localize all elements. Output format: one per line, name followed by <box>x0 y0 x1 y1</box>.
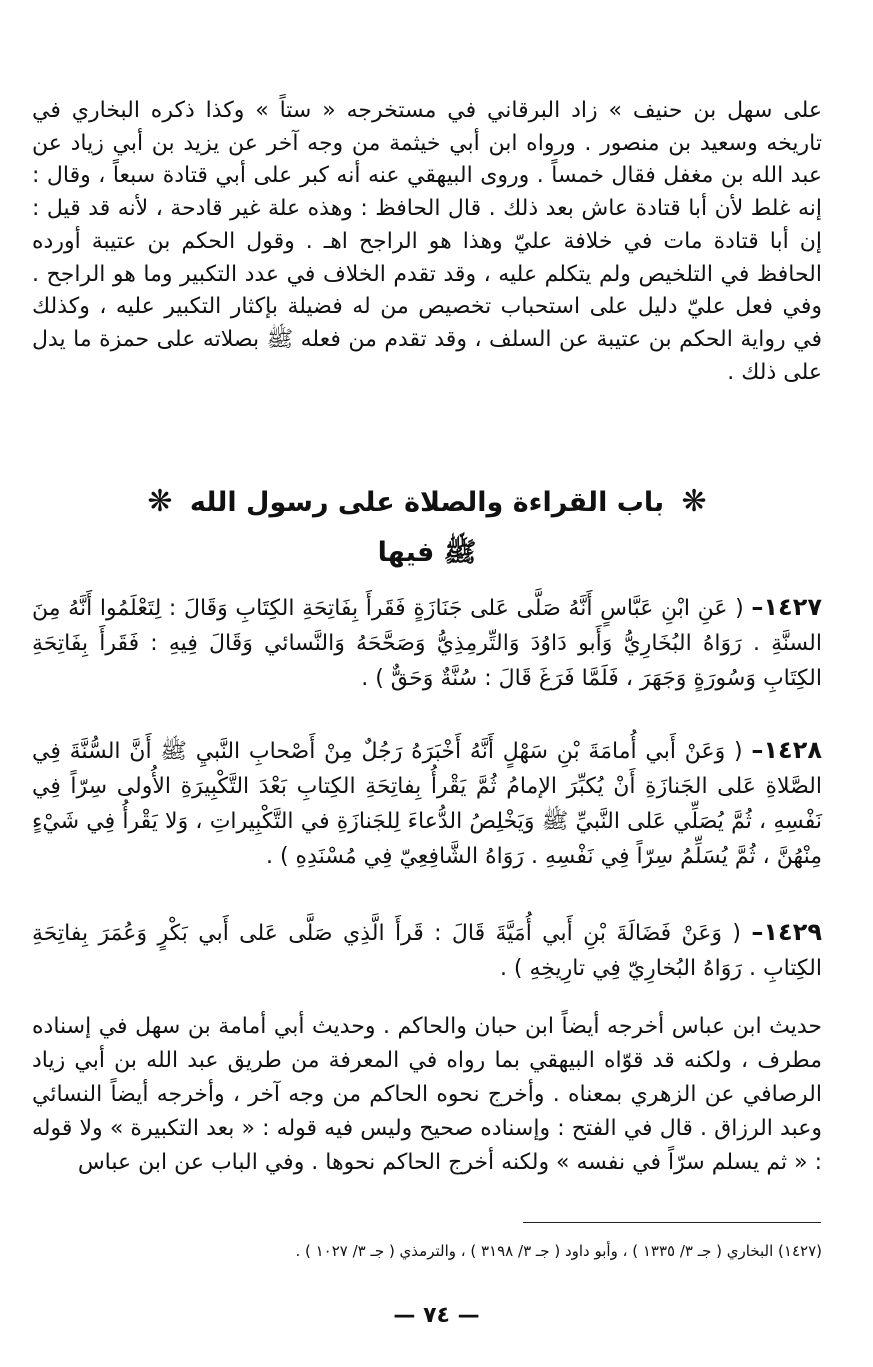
commentary-top-text: على سهل بن حنيف » زاد البرقاني في مستخرجه « ستاً » وكذا ذكره البخاري في تاريخه وسعيد بن منصور . ورواه ابن أبي خيثمة من وجه آخر عن يزيد بن أبي زياد عن عبد الله بن مغفل فقال خمساً . وروى البيهقي عنه أنه كبر على أبي قتادة سبعاً ، وقال : إنه غلط لأن أبا قتادة عاش بعد ذلك . قال الحافظ : وهذه علة غير قادحة ، لأنه قد قيل : إن أبا قتادة مات في خلافة عليّ وهذا هو الراجح اهـ . وقول الحكم بن عتيبة أورده الحافظ في التلخيص ولم يتكلم عليه ، وقد تقدم الخلاف في عدد التكبير وما هو الراجح . وفي فعل عليّ دليل على استحباب تخصيص من له فضيلة بإكثار التكبير عليه ، وكذلك في رواية الحكم بن عتيبة عن السلف ، وقد تقدم من فعله ﷺ بصلاته على حمزة ما يدل على ذلك . <box>32 98 822 385</box>
footnote: (١٤٢٧) البخاري ( جـ ٣/ ١٣٣٥ ) ، وأبو داود ( جـ ٣/ ٣١٩٨ ) ، والترمذي ( جـ ٣/ ١٠٢٧ ) . <box>295 1242 822 1260</box>
hadith-1429 <box>32 915 822 986</box>
footnote-divider <box>523 1222 821 1223</box>
section-heading-line2: ﷺ فيها <box>377 537 477 568</box>
star-ornament-icon: ❋ <box>147 484 173 519</box>
hadith-1427 <box>32 590 822 696</box>
hadith-text: ( عَنِ ابْنِ عَبَّاسٍ أَنَّهُ صَلَّى عَلى جَنَازَةٍ فَقَرأَ بِفَاتِحَةِ الكِتَابِ وَقَالَ : لِتَعْلَمُوا أَنَّهُ مِنَ السنَّةِ . رَوَاهُ البُخَارِيُّ وَأَبو دَاوُدَ وَالتِّرمِذِيُّ وَصَحَّحَهُ وَالنَّسائي وَقَالَ فِيهِ : فَقَرأَ بِفَاتِحَةِ الكِتَابِ وَسُورَةٍ وَجَهَرَ ، فَلَمَّا فَرَغَ قَالَ : سُنَّةٌ وَحَقٌّ ) . <box>32 596 822 691</box>
section-heading-line1: باب القراءة والصلاة على رسول الله <box>189 487 665 518</box>
hadith-number: ١٤٢٨– <box>751 736 822 764</box>
commentary-bottom-text: حديث ابن عباس أخرجه أيضاً ابن حبان والحاكم . وحديث أبي أمامة بن سهل في إسناده مطرف ، ولكنه قد قوّاه البيهقي بما رواه في المعرفة من طريق عبد الله بن أبي زياد الرصافي عن الزهري بمعناه . وأخرج نحوه الحاكم من وجه آخر ، وأخرجه أيضاً النسائي وعبد الرزاق . قال في الفتح : وإسناده صحيح وليس فيه قوله : « بعد التكبيرة » ولا قوله : « ثم يسلم سرّاً في نفسه » ولكنه أخرج الحاكم نحوها . وفي الباب عن ابن عباس <box>32 1014 822 1175</box>
hadith-number: ١٤٢٧– <box>751 593 822 621</box>
hadith-1428 <box>32 733 822 874</box>
commentary-bottom <box>32 1010 822 1180</box>
page-number: — ٧٤ — <box>393 1303 480 1328</box>
hadith-text: ( وَعَنْ أَبي أُمامَةَ بْنِ سَهْلٍ أَنَّهُ أَخْبَرَهُ رَجُلٌ مِنْ أَصْحابِ النَّبيِ ﷺ أَنَّ السُّنَّةَ فِي الصَّلاةِ عَلى الجَنازَةِ أَنْ يُكبِّرَ الإمامُ ثُمَّ يَقْرأُ بِفاتِحَةِ الكِتابِ بَعْدَ التَّكْبِيرَةِ الأُولى سِرّاً فِي نَفْسِهِ ، ثُمَّ يُصَلِّي عَلى النَّبيِّ ﷺ وَيَخْلِصُ الدُّعاءَ لِلجَنازَةِ في التَّكْبِيراتِ ، وَلا يَقْرأُ فِي شَيْءٍ مِنْهُنَّ ، ثُمَّ يُسَلِّمُ سِرّاً فِي نَفْسِهِ . رَوَاهُ الشَّافِعِيّ فِي مُسْنَدِهِ ) . <box>32 739 822 869</box>
section-heading <box>32 482 822 523</box>
hadith-text: ( وَعَنْ فَضَالَةَ بْنِ أَبي أُمَيَّةَ قَالَ : قَرأَ الَّذِي صَلَّى عَلى أَبي بَكْرٍ وَعُمَرَ بِفاتِحَةِ الكِتابِ . رَوَاهُ البُخارِيّ فِي تارِيخِهِ ) . <box>32 921 822 981</box>
commentary-top <box>32 95 822 389</box>
hadith-number: ١٤٢٩– <box>751 918 822 946</box>
section-heading-continued <box>32 533 822 573</box>
star-ornament-icon: ❋ <box>681 484 707 519</box>
